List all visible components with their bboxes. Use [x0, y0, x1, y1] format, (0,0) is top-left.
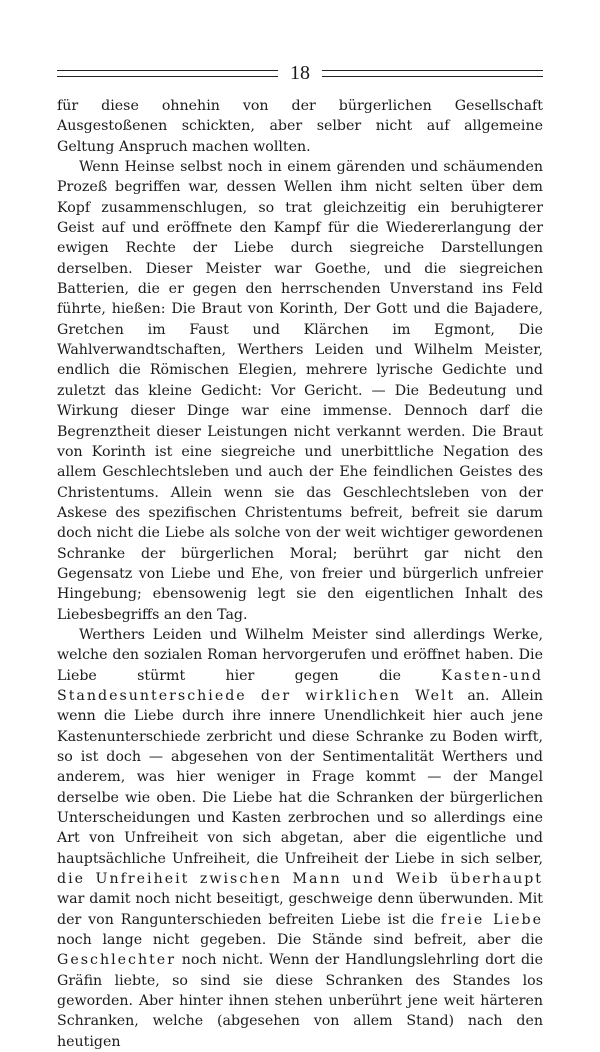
emphasized-text: freie Liebe: [440, 911, 543, 928]
text-run: an. Allein wenn die Liebe durch ihre innere Unendlichkeit hier auch jene Kastenunterschiede zerbricht und diese Schranke zu Boden wirft, so ist doch — abgesehen von der Sentimentalität Werthers und anderem, was hier weniger in Frage kommt — der Mangel derselbe wie oben. Die Liebe hat die Schranken der bürgerlichen Unterscheidungen und Kasten zerbrochen und so allerdings eine Art von Unfreiheit von sich abgetan, aber die eigentliche und hauptsächliche Unfreiheit, die Unfreiheit der Liebe in sich selber,: [57, 687, 543, 867]
paragraph: [57, 157, 543, 625]
header-rule-right: [322, 70, 543, 77]
paragraph: [57, 625, 543, 1052]
emphasized-text: Geschlechter: [57, 952, 176, 969]
text-run: Werthers Leiden und Wilhelm Meister sind allerdings Werke, welche den sozialen Roman hervorgerufen und eröffnet haben. Die Liebe stürmt hier gegen die: [57, 626, 543, 684]
page-number: 18: [290, 62, 310, 84]
paragraph: [57, 96, 543, 157]
book-page: [57, 58, 543, 1052]
body-text: [57, 96, 543, 1052]
header-rule-left: [57, 70, 278, 77]
text-run: noch lange nicht gegeben. Die Stände sind befreit, aber die: [57, 932, 543, 949]
emphasized-text: Kasten-und Standesunterschiede der wirklichen Welt: [57, 667, 543, 704]
text-run: Wenn Heinse selbst noch in einem gärenden und schäumenden Prozeß begriffen war, dessen Wellen ihm nicht selten über dem Kopf zusammenschlugen, so trat gleichzeitig ein beruhigterer Geist auf und eröffnete den Kampf für die Wiedererlangung der ewigen Rechte der Liebe durch siegreiche Darstellungen derselben. Dieser Meister war Goethe, und die siegreichen Batterien, die er gegen den herrschenden Unverstand ins Feld führte, hießen: Die Braut von Korinth, Der Gott und die Bajadere, Gretchen im Faust und Klärchen im Egmont, Die Wahlverwandtschaften, Werthers Leiden und Wilhelm Meister, endlich die Römischen Elegien, mehrere lyrische Gedichte und zuletzt das kleine Gedicht: Vor Gericht. — Die Bedeutung und Wirkung dieser Dinge war eine immense. Dennoch darf die Begrenztheit dieser Leistungen nicht verkannt werden. Die Braut von Korinth ist eine siegreiche und unerbittliche Negation des allem Geschlechtsleben und auch der Ehe feindlichen Geistes des Christentums. Allein wenn sie das Geschlechtsleben von der Askese des spezifischen Christentums befreit, befreit sie darum doch nicht die Liebe als solche von der weit wichtiger gewordenen Schranke der bürgerlichen Moral; berührt gar nicht den Gegensatz von Liebe und Ehe, von freier und bürgerlich unfreier Hingebung; ebensowenig legt sie den eigentlichen Inhalt des Liebesbegriffs an den Tag.: [57, 159, 543, 623]
page-header: [57, 58, 543, 88]
text-run: war damit noch nicht beseitigt, geschweige denn überwunden. Mit der von Rangunterschieden befreiten Liebe ist die: [57, 891, 543, 928]
text-run: für diese ohnehin von der bürgerlichen Gesellschaft Ausgestoßenen schickten, aber selber nicht auf allgemeine Geltung Anspruch machen wollten.: [57, 98, 543, 155]
text-run: noch nicht. Wenn der Handlungslehrling dort die Gräfin liebte, so sind sie diese Schranken des Standes los geworden. Aber hinter ihnen stehen unberührt jene weit härteren Schranken, welche (abgesehen von allem Stand) nach den heutigen: [57, 952, 543, 1050]
emphasized-text: die Unfreiheit zwischen Mann und Weib überhaupt: [57, 871, 543, 888]
